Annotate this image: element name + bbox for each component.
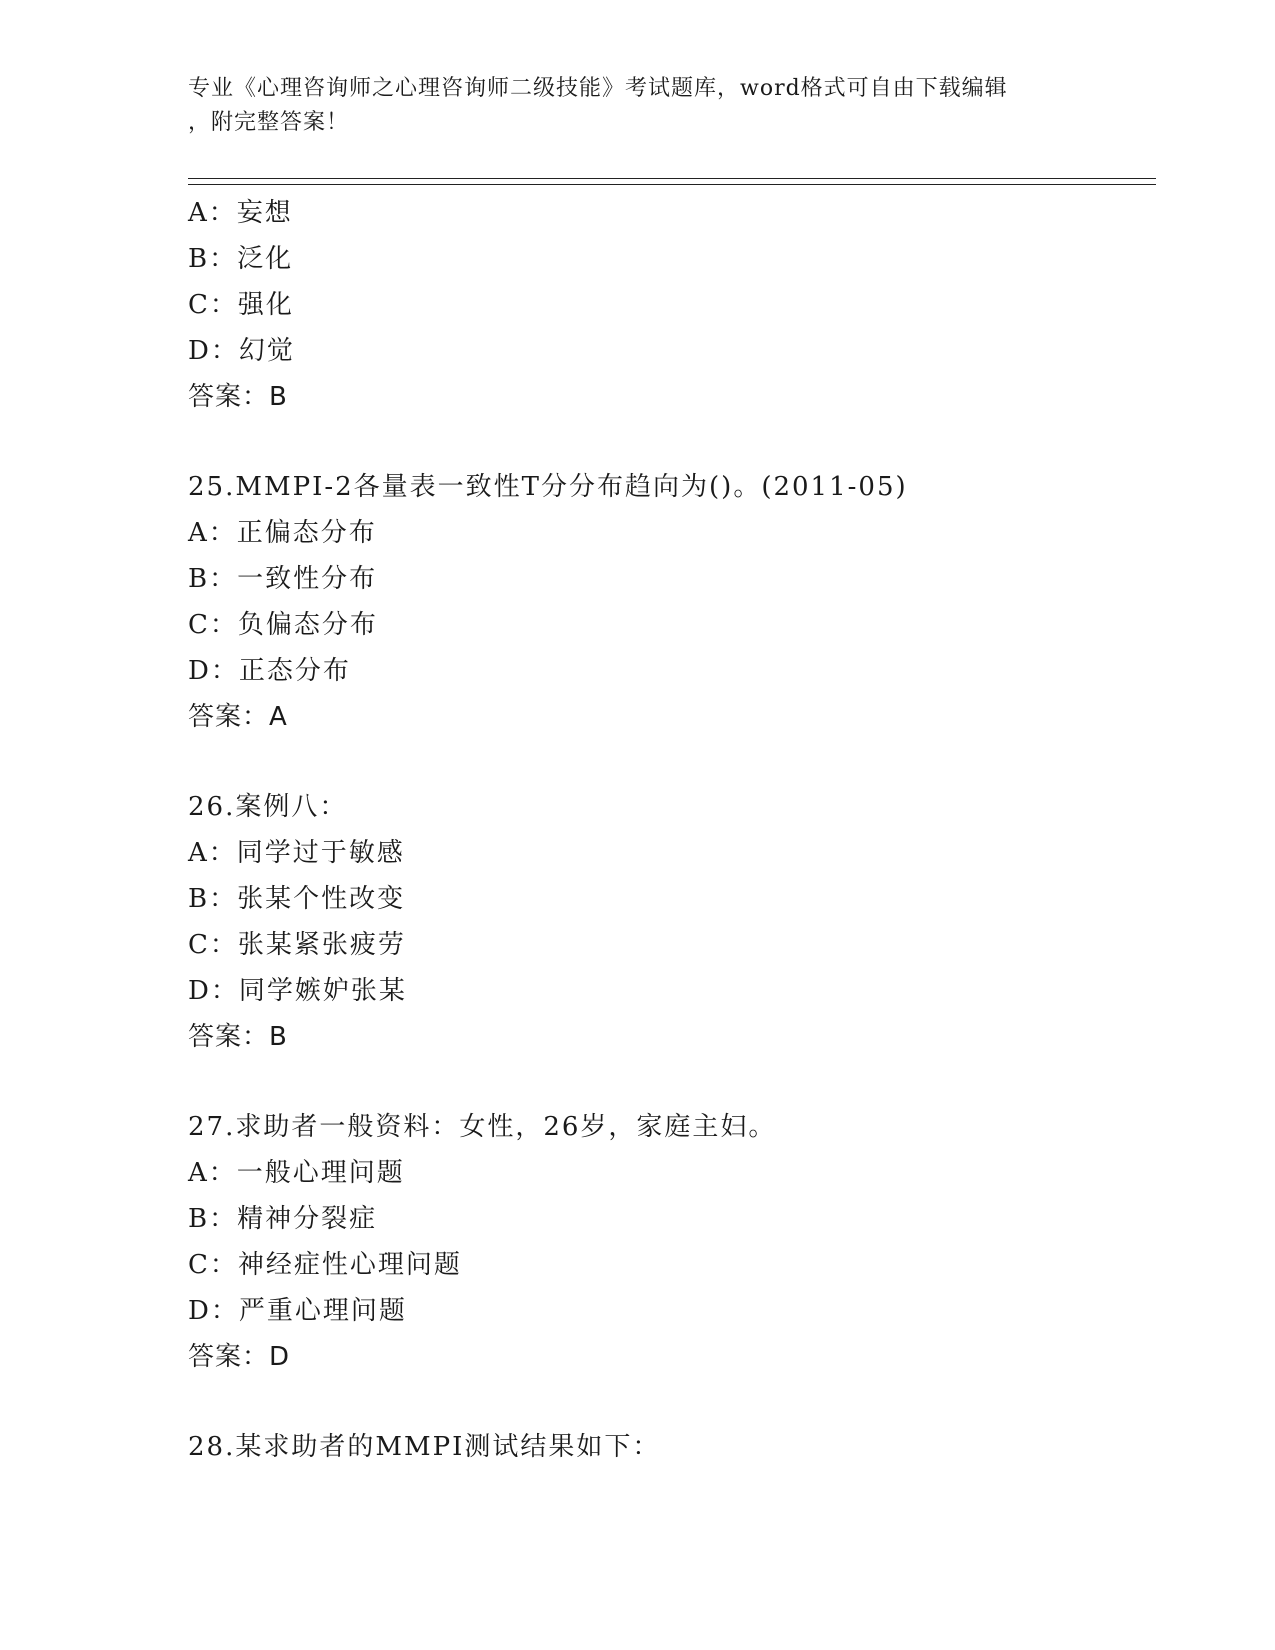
- header-divider-bottom: [188, 184, 1156, 185]
- option-b: B：一致性分布: [188, 564, 378, 594]
- option-c: C：强化: [188, 290, 294, 320]
- option-b: B：精神分裂症: [188, 1204, 378, 1234]
- option-a: A：妄想: [188, 198, 293, 228]
- option-d: D：严重心理问题: [188, 1296, 407, 1326]
- question-spacer: [188, 740, 1148, 784]
- option-d: D：幻觉: [188, 336, 295, 366]
- option-c: C：张某紧张疲劳: [188, 930, 406, 960]
- option-d: D：同学嫉妒张某: [188, 976, 407, 1006]
- question-25: [188, 464, 1148, 740]
- option-b: B：张某个性改变: [188, 884, 406, 914]
- option-c: C：负偏态分布: [188, 610, 378, 640]
- header-divider-top: [188, 178, 1156, 179]
- answer-line: 答案：B: [188, 1022, 288, 1052]
- question-spacer: [188, 420, 1148, 464]
- document-header: [188, 72, 1108, 140]
- question-24-partial: [188, 190, 1148, 420]
- answer-line: 答案：D: [188, 1342, 291, 1372]
- answer-line: 答案：B: [188, 382, 288, 412]
- question-spacer: [188, 1060, 1148, 1104]
- option-a: A：同学过于敏感: [188, 838, 405, 868]
- question-text: 26.案例八：: [188, 792, 348, 822]
- option-b: B：泛化: [188, 244, 294, 274]
- question-spacer: [188, 1380, 1148, 1424]
- option-d: D：正态分布: [188, 656, 351, 686]
- question-26: [188, 784, 1148, 1060]
- question-text: 27.求助者一般资料：女性，26岁，家庭主妇。: [188, 1112, 777, 1142]
- question-text: 28.某求助者的MMPI测试结果如下：: [188, 1432, 661, 1462]
- option-a: A：一般心理问题: [188, 1158, 405, 1188]
- option-c: C：神经症性心理问题: [188, 1250, 462, 1280]
- answer-line: 答案：A: [188, 702, 288, 732]
- question-list: [188, 190, 1148, 1470]
- question-27: [188, 1104, 1148, 1380]
- header-title-line-2: ，附完整答案！: [188, 110, 350, 135]
- header-title-line-1: 专业《心理咨询师之心理咨询师二级技能》考试题库，word格式可自由下载编辑: [188, 76, 1008, 101]
- option-a: A：正偏态分布: [188, 518, 377, 548]
- question-text: 25.MMPI-2各量表一致性T分分布趋向为()。(2011-05): [188, 472, 908, 502]
- question-28: [188, 1424, 1148, 1470]
